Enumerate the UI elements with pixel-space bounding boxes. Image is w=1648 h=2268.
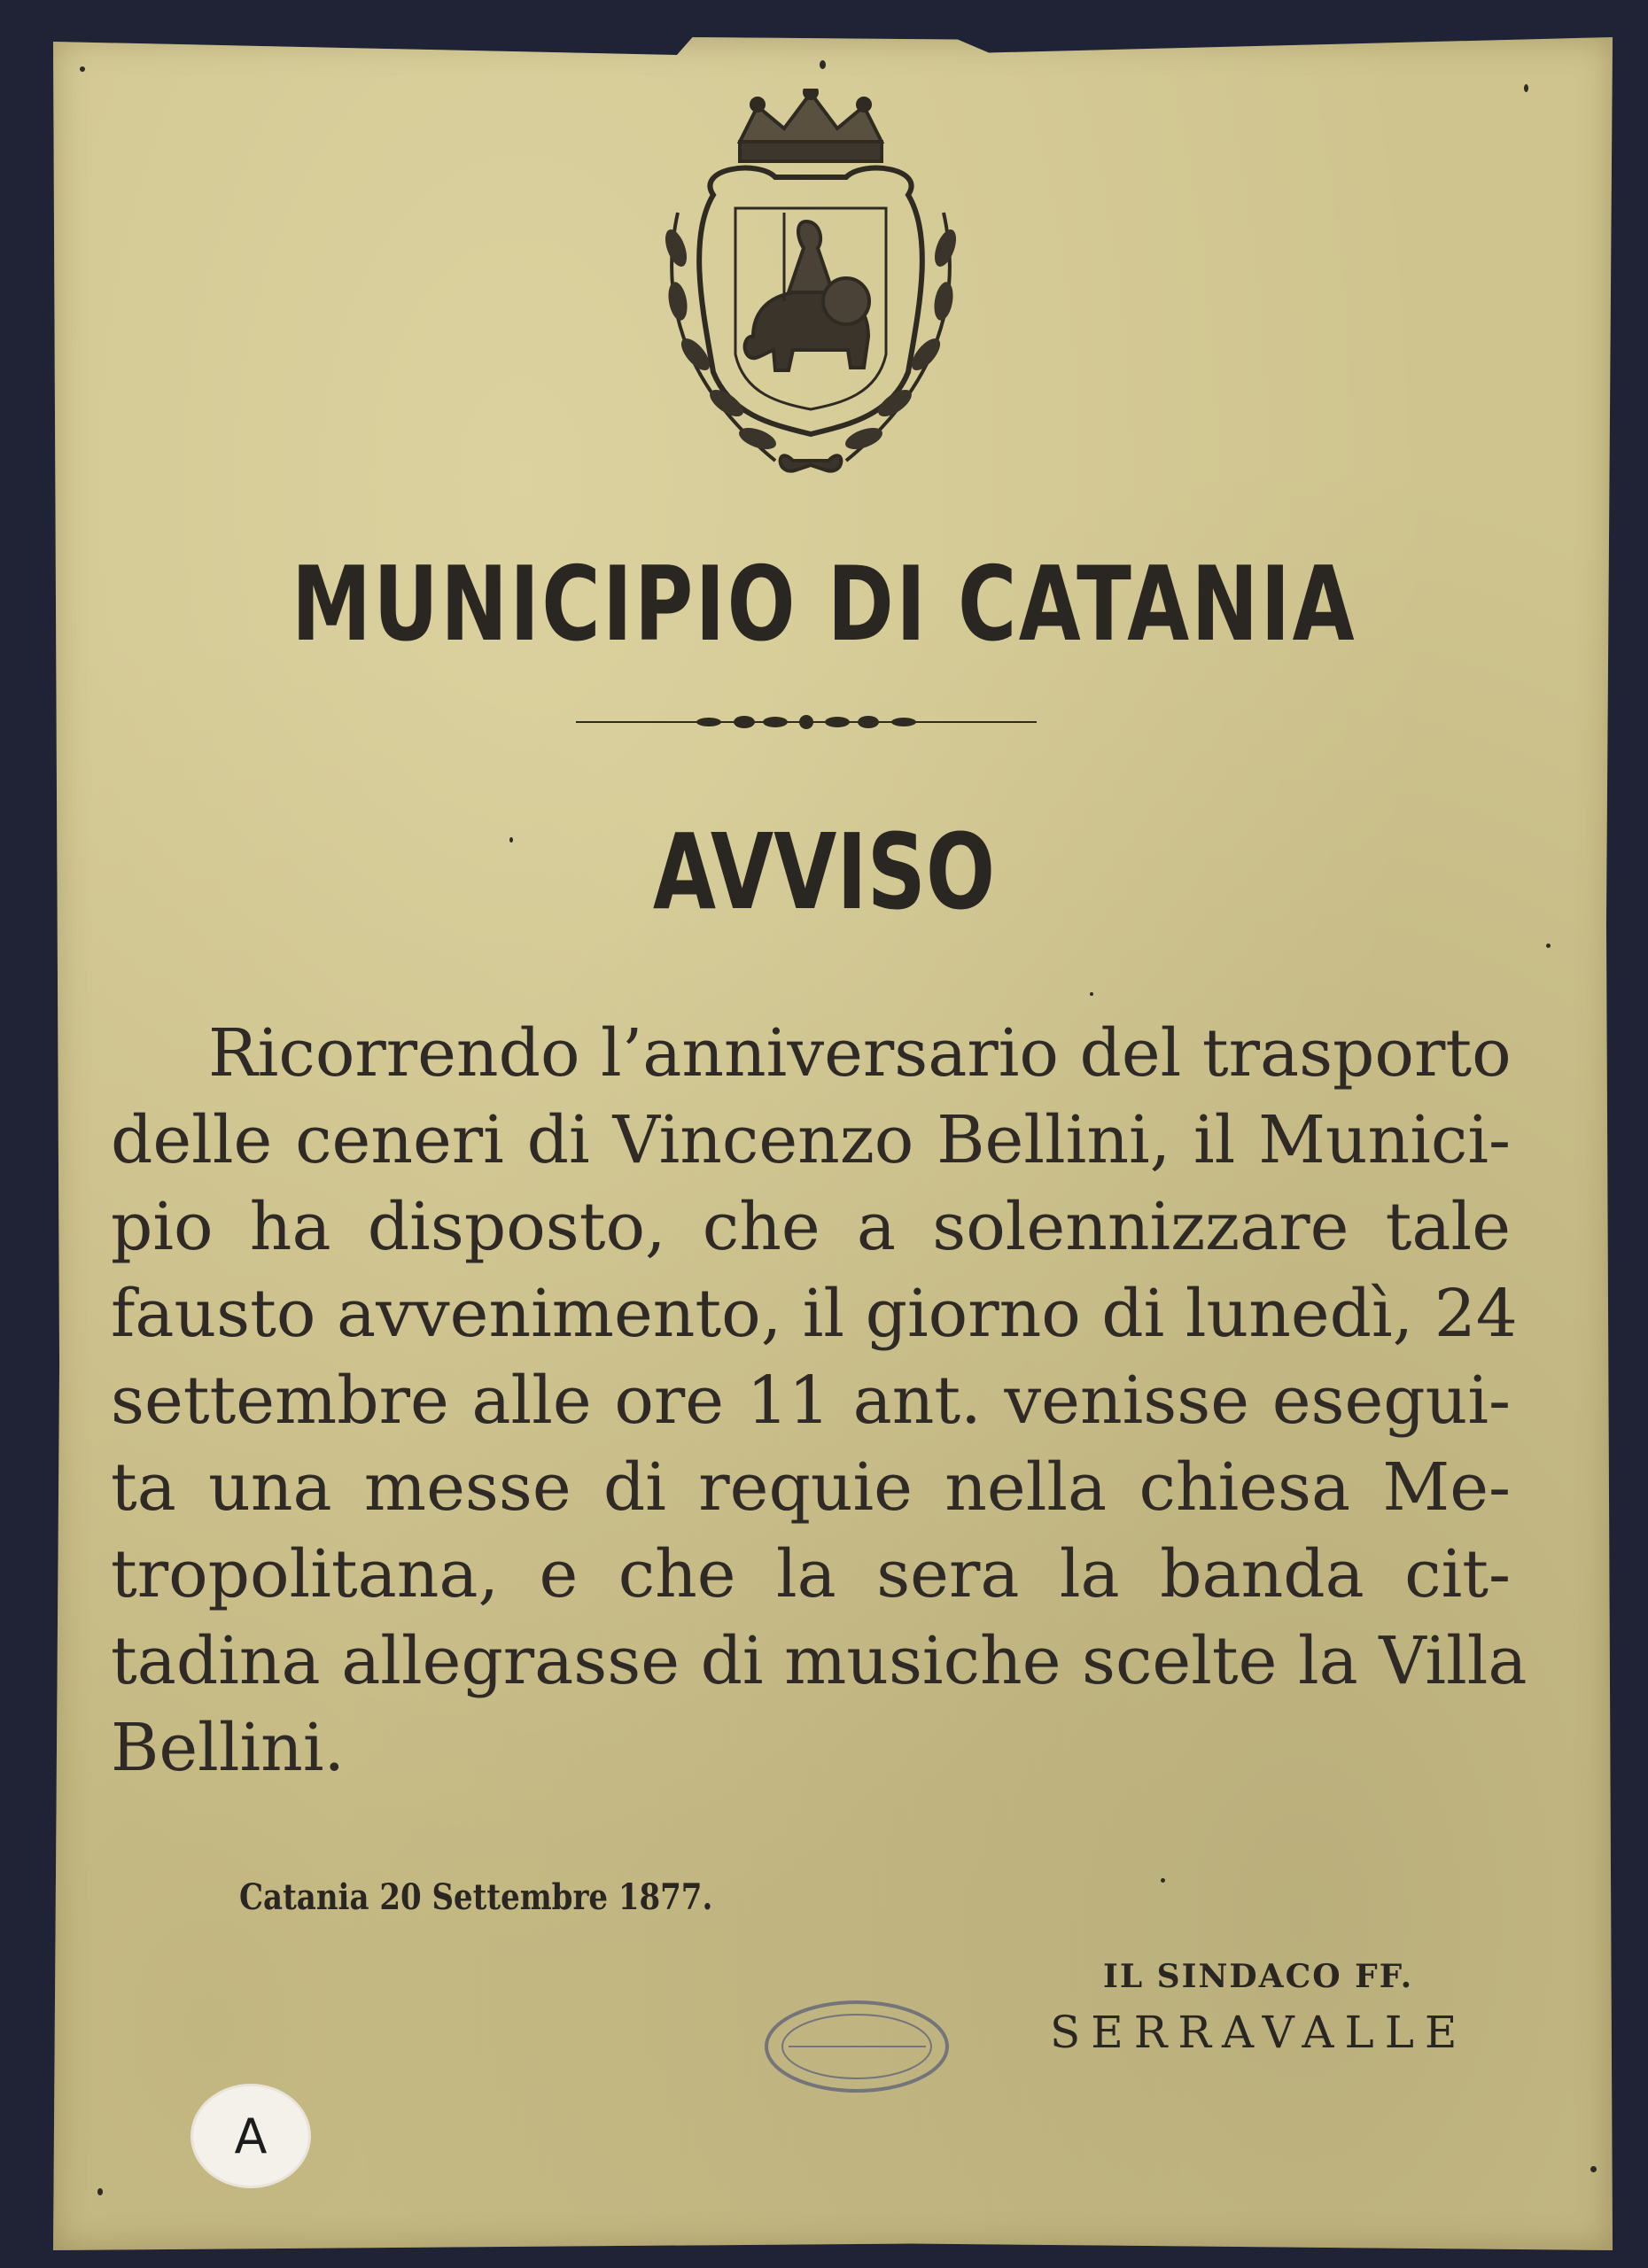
paper-speck: [1161, 1878, 1165, 1883]
paper-speck: [1524, 84, 1528, 92]
notice-body-line: delle ceneri di Vincenzo Bellini, il Munici-: [111, 1102, 1511, 1178]
notice-body-line: Bellini.: [111, 1710, 346, 1786]
signatory-title: IL SINDACO FF.: [1103, 1958, 1414, 1995]
ornamental-divider-icon: [576, 704, 1037, 740]
notice-body-line: ta una messe di requie nella chiesa Me-: [111, 1449, 1511, 1526]
archive-label-text: A: [234, 2108, 268, 2164]
notice-body-line: fausto avvenimento, il giorno di lunedì, 24: [111, 1276, 1518, 1352]
paper-speck: [1590, 2166, 1597, 2172]
notice-body-line: Ricorrendo l’anniversario del trasporto: [208, 1015, 1512, 1091]
notice-body-line: tadina allegrasse di musiche scelte la Villa: [111, 1623, 1528, 1699]
paper-speck: [97, 2188, 103, 2195]
paper-speck: [1090, 992, 1093, 996]
notice-body-line: settembre alle ore 11 ant. venisse esegui-: [111, 1363, 1511, 1439]
paper-speck: [80, 66, 85, 72]
notice-body: [111, 1010, 1528, 1791]
archive-label: [193, 2086, 308, 2186]
signatory-name: SERRAVALLE: [1050, 2007, 1468, 2058]
notice-body-line: tropolitana, e che la sera la banda cit-: [111, 1536, 1511, 1612]
notice-title: AVVISO: [652, 811, 996, 933]
coat-of-arms-icon: [642, 89, 979, 487]
library-stamp-icon: [762, 1998, 952, 2095]
paper-speck: [820, 60, 826, 69]
paper-speck: [1546, 944, 1551, 948]
notice-body-line: pio ha disposto, che a solennizzare tale: [111, 1189, 1511, 1265]
date-line: Catania 20 Settembre 1877.: [239, 1876, 713, 1918]
masthead-title: MUNICIPIO DI CATANIA: [292, 545, 1356, 664]
